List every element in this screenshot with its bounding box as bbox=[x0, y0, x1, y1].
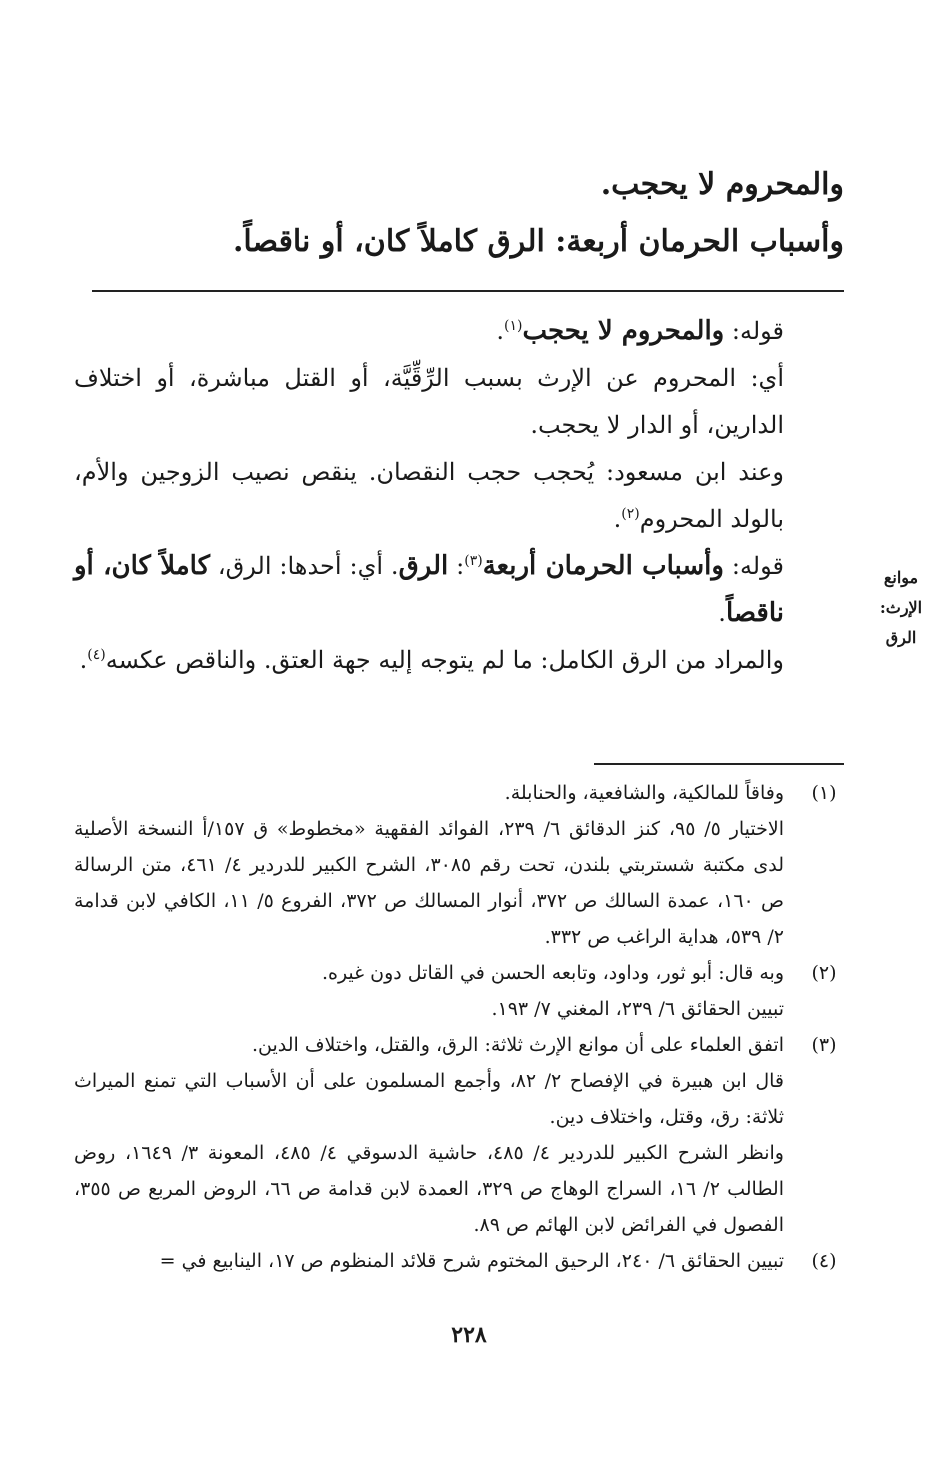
matn-line-2: وأسباب الحرمان أربعة: الرق كاملاً كان، أو ناقصاً. bbox=[232, 224, 844, 259]
footnotes bbox=[74, 775, 844, 1279]
footnote-1 bbox=[74, 775, 844, 955]
commentary bbox=[74, 308, 844, 684]
footnote-divider bbox=[594, 763, 844, 765]
paragraph-text: وعند ابن مسعود: يُحجب حجب النقصان. ينقص نصيب الزوجين والأم، بالولد المحروم bbox=[74, 458, 784, 533]
matn-divider bbox=[92, 290, 844, 292]
margin-heading bbox=[868, 563, 934, 653]
margin-heading-line-1: موانع bbox=[883, 568, 919, 587]
footnote-ref-3[interactable]: (٣) bbox=[464, 553, 483, 569]
page-number: ٢٢٨ bbox=[451, 1322, 487, 1348]
footnote-line: وفاقاً للمالكية، والشافعية، والحنابلة. bbox=[504, 782, 784, 804]
commentary-paragraph-4 bbox=[74, 543, 844, 637]
footnote-line: وبه قال: أبو ثور، وداود، وتابعه الحسن في القاتل دون غيره. bbox=[321, 962, 784, 984]
footnote-3 bbox=[74, 1027, 844, 1243]
footnote-line: اتفق العلماء على أن موانع الإرث ثلاثة: الرق، والقتل، واختلاف الدين. bbox=[251, 1034, 784, 1056]
punctuation: . bbox=[79, 646, 88, 674]
footnote-line: تبيين الحقائق ٦/ ٢٣٩، المغني ٧/ ١٩٣. bbox=[491, 998, 784, 1020]
paragraph-text: . أي: أحدها: الرق، bbox=[209, 552, 399, 580]
quote-intro: قوله: bbox=[723, 552, 784, 580]
footnote-line: وانظر الشرح الكبير للدردير ٤/ ٤٨٥، حاشية الدسوقي ٤/ ٤٨٥، المعونة ٣/ ١٦٤٩، روض الطالب ٢/ ١٦، السراج الوهاج ص ٣٢٩، العمدة لابن قدامة ص ٦٦، الروض المربع ص ٣٥٥، الفصول في الفرائض لابن الهائم ص ٨٩. bbox=[74, 1142, 784, 1236]
commentary-paragraph-3 bbox=[74, 449, 844, 543]
footnote-number: (٤) bbox=[811, 1250, 837, 1272]
footnote-line: الاختيار ٥/ ٩٥، كنز الدقائق ٦/ ٢٣٩، الفوائد الفقهية «مخطوط» ق ١٥٧/أ النسخة الأصلية لدى مكتبة شستربتي بلندن، تحت رقم ٣٠٨٥، الشرح الكبير للدردير ٤/ ٤٦١، متن الرسالة ص ١٦٠، عمدة السالك ص ٣٧٢، أنوار المسالك ص ٣٧٢، الفروع ٥/ ١١، الكافي لابن قدامة ٢/ ٥٣٩، هداية الراغب ص ٣٣٢. bbox=[74, 818, 785, 948]
punctuation: . bbox=[718, 599, 726, 627]
footnote-line: قال ابن هبيرة في الإفصاح ٢/ ٨٢، وأجمع المسلمون على أن الأسباب التي تمنع الميراث ثلاثة: رق، وقتل، واختلاف دين. bbox=[74, 1070, 784, 1128]
paragraph-text: والمراد من الرق الكامل: ما لم يتوجه إليه جهة العتق. والناقص عكسه bbox=[105, 646, 784, 674]
quoted-matn: كاملاً كان، أو ناقصاً bbox=[74, 551, 784, 628]
margin-heading-line-3: الرق bbox=[885, 628, 917, 647]
punctuation: . bbox=[496, 317, 504, 345]
quote-intro: قوله: bbox=[724, 317, 784, 345]
footnote-number: (٣) bbox=[811, 1034, 837, 1056]
margin-heading-line-2: الإرث: bbox=[879, 598, 923, 617]
quoted-matn: وأسباب الحرمان أربعة bbox=[482, 551, 724, 581]
footnote-number: (٢) bbox=[811, 962, 837, 984]
quoted-matn: والمحروم لا يحجب bbox=[522, 316, 725, 346]
footnote-number: (١) bbox=[811, 782, 837, 804]
footnote-4 bbox=[74, 1243, 844, 1279]
punctuation: . bbox=[613, 505, 622, 533]
footnote-ref-2[interactable]: (٢) bbox=[621, 506, 640, 522]
matn-line-1: والمحروم لا يحجب. bbox=[600, 167, 844, 202]
commentary-paragraph-1 bbox=[74, 308, 844, 355]
commentary-paragraph-5 bbox=[74, 637, 844, 684]
quoted-matn: الرق bbox=[398, 551, 449, 581]
punctuation: : bbox=[448, 552, 465, 580]
footnote-line: تبيين الحقائق ٦/ ٢٤٠، الرحيق المختوم شرح قلائد المنظوم ص ١٧، الينابيع في = bbox=[159, 1250, 784, 1272]
footnote-ref-1[interactable]: (١) bbox=[503, 318, 523, 334]
commentary-paragraph-2: أي: المحروم عن الإرث بسبب الرِّقِّيَّة، أو القتل مباشرة، أو اختلاف الدارين، أو الدار لا يحجب. bbox=[74, 364, 784, 439]
footnote-ref-4[interactable]: (٤) bbox=[87, 647, 106, 663]
footnote-2 bbox=[74, 955, 844, 1027]
